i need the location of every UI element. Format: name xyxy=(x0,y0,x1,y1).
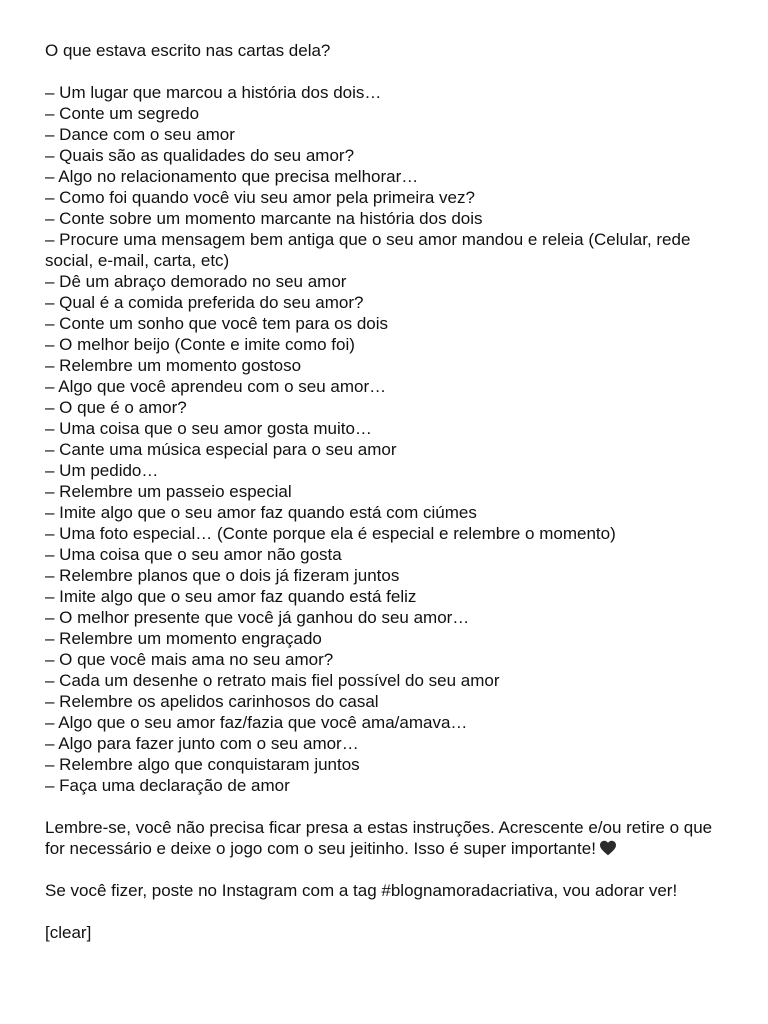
clear-shortcode: [clear] xyxy=(45,923,92,942)
card-prompt-item: – Relembre um momento gostoso xyxy=(45,356,302,375)
card-prompt-item: – Relembre planos que o dois já fizeram juntos xyxy=(45,566,400,585)
card-prompt-item: – Uma coisa que o seu amor gosta muito… xyxy=(45,419,372,438)
card-prompt-item: – Algo para fazer junto com o seu amor… xyxy=(45,734,359,753)
card-prompt-item: – Conte sobre um momento marcante na história dos dois xyxy=(45,209,483,228)
reminder-paragraph xyxy=(45,817,725,859)
card-prompts-list xyxy=(45,82,725,796)
card-prompt-item: – Relembre um momento engraçado xyxy=(45,629,322,648)
card-prompt-item: – Conte um segredo xyxy=(45,104,200,123)
card-prompt-item: – Uma coisa que o seu amor não gosta xyxy=(45,545,342,564)
instagram-paragraph: Se você fizer, poste no Instagram com a tag #blognamoradacriativa, vou adorar ver! xyxy=(45,881,678,900)
card-prompt-item: – O melhor beijo (Conte e imite como foi) xyxy=(45,335,355,354)
card-prompt-item: – Algo no relacionamento que precisa melhorar… xyxy=(45,167,419,186)
card-prompt-item: – Qual é a comida preferida do seu amor? xyxy=(45,293,364,312)
reminder-text: Lembre-se, você não precisa ficar presa a estas instruções. Acrescente e/ou retire o que for necessário e deixe o jogo com o seu jeitinho. Isso é super importante! xyxy=(45,818,713,858)
card-prompt-item: – Algo que você aprendeu com o seu amor… xyxy=(45,377,387,396)
card-prompt-item: – Faça uma declaração de amor xyxy=(45,776,290,795)
black-heart-icon xyxy=(599,840,617,856)
card-prompt-item: – Um lugar que marcou a história dos dois… xyxy=(45,83,382,102)
card-prompt-item: – Procure uma mensagem bem antiga que o seu amor mandou e releia (Celular, rede social, e-mail, carta, etc) xyxy=(45,230,691,270)
card-prompt-item: – Um pedido… xyxy=(45,461,159,480)
card-prompt-item: – Uma foto especial… (Conte porque ela é especial e relembre o momento) xyxy=(45,524,616,543)
card-prompt-item: – Como foi quando você viu seu amor pela primeira vez? xyxy=(45,188,475,207)
card-prompt-item: – O melhor presente que você já ganhou do seu amor… xyxy=(45,608,470,627)
card-prompt-item: – O que você mais ama no seu amor? xyxy=(45,650,334,669)
card-prompt-item: – Dê um abraço demorado no seu amor xyxy=(45,272,347,291)
card-prompt-item: – Algo que o seu amor faz/fazia que você ama/amava… xyxy=(45,713,468,732)
card-prompt-item: – Imite algo que o seu amor faz quando está feliz xyxy=(45,587,417,606)
card-prompt-item: – Quais são as qualidades do seu amor? xyxy=(45,146,355,165)
card-prompt-item: – Relembre algo que conquistaram juntos xyxy=(45,755,360,774)
card-prompt-item: – Imite algo que o seu amor faz quando está com ciúmes xyxy=(45,503,477,522)
card-prompt-item: – Dance com o seu amor xyxy=(45,125,235,144)
cards-heading: O que estava escrito nas cartas dela? xyxy=(45,41,331,60)
article-body xyxy=(45,40,725,943)
card-prompt-item: – O que é o amor? xyxy=(45,398,187,417)
card-prompt-item: – Conte um sonho que você tem para os dois xyxy=(45,314,389,333)
card-prompt-item: – Cante uma música especial para o seu amor xyxy=(45,440,397,459)
card-prompt-item: – Relembre um passeio especial xyxy=(45,482,292,501)
card-prompt-item: – Relembre os apelidos carinhosos do casal xyxy=(45,692,379,711)
card-prompt-item: – Cada um desenhe o retrato mais fiel possível do seu amor xyxy=(45,671,500,690)
